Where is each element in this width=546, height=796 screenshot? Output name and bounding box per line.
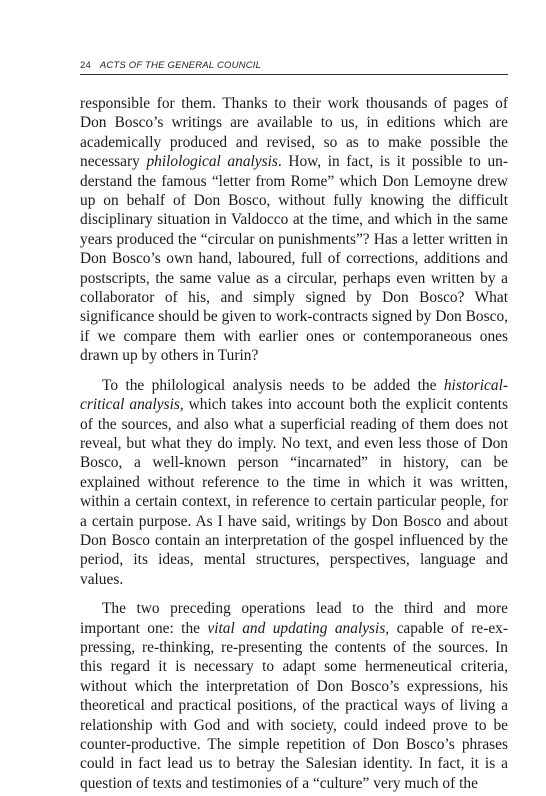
paragraph-3-text-2: capable of re-expressing, re-thinking, re-presenting the contents of the sources. In this regard it is necessary to adapt some hermeneutical criteria, without which the interpretation of Don Bosco’s expressions, his theoretical and practical positions, of the practical ways of living a relationship with God and with society, could indeed prove to be counter-productive. The simple repetition of Don Bosco’s phrases could in fact lead us to betray the Salesian identity. In fact, it is a question of texts and testimonies of a “culture” very much of the — [80, 619, 508, 792]
header-rule — [80, 74, 508, 75]
body-text — [80, 94, 508, 796]
paragraph-2-text-2: which takes into account both the explicit contents of the sources, and also what a superficial reading of them does not reveal, but what they do imply. No text, and even less those of Don Bosco, a well-known person “incarnated” in history, can be explained without reference to the time in which it was written, within a certain context, in reference to certain particular people, for a certain purpose. As I have said, writings by Don Bosco and about Don Bosco contain an interpretation of the gospel influenced by the period, its ideas, mental structures, perspectives, language and values. — [80, 396, 508, 588]
paragraph-2-emphasis: historical-critical analysis, — [80, 376, 508, 414]
paragraph-3-text-1: The two preceding operations lead to the third and more important one: the — [80, 600, 508, 637]
paragraph-1-emphasis: philological analysis — [146, 153, 278, 171]
running-title: ACTS OF THE GENERAL COUNCIL — [99, 60, 262, 71]
paragraph-1 — [80, 94, 508, 366]
paragraph-3-emphasis: vital and updating analysis, — [207, 619, 390, 637]
paragraph-3 — [80, 599, 508, 793]
running-header — [80, 60, 508, 72]
paragraph-1-text-1: responsible for them. Thanks to their work thousands of pages of Don Bosco’s writings are available to us, in editions which are academically produced and revised, so as to make possible the necessary — [80, 95, 508, 171]
page-number: 24 — [80, 60, 91, 71]
paragraph-1-text-2: . How, in fact, is it possible to understand the famous “letter from Rome” which Don Lemoyne drew up on behalf of Don Bosco, without fully knowing the difficult disciplinary situation in Valdocco at the time, and which in the same years produced the “circular on punishments”? Has a letter written in Don Bosco’s own hand, laboured, full of corrections, additions and postscripts, the same value as a circular, perhaps even written by a collaborator of his, and simply signed by Don Bosco? What significance should be given to work-contracts signed by Don Bosco, if we compare them with earlier ones or contemporaneous ones drawn up by others in Turin? — [80, 153, 508, 365]
paragraph-2 — [80, 376, 508, 589]
paragraph-2-text-1: To the philological analysis needs to be added the — [102, 376, 444, 394]
